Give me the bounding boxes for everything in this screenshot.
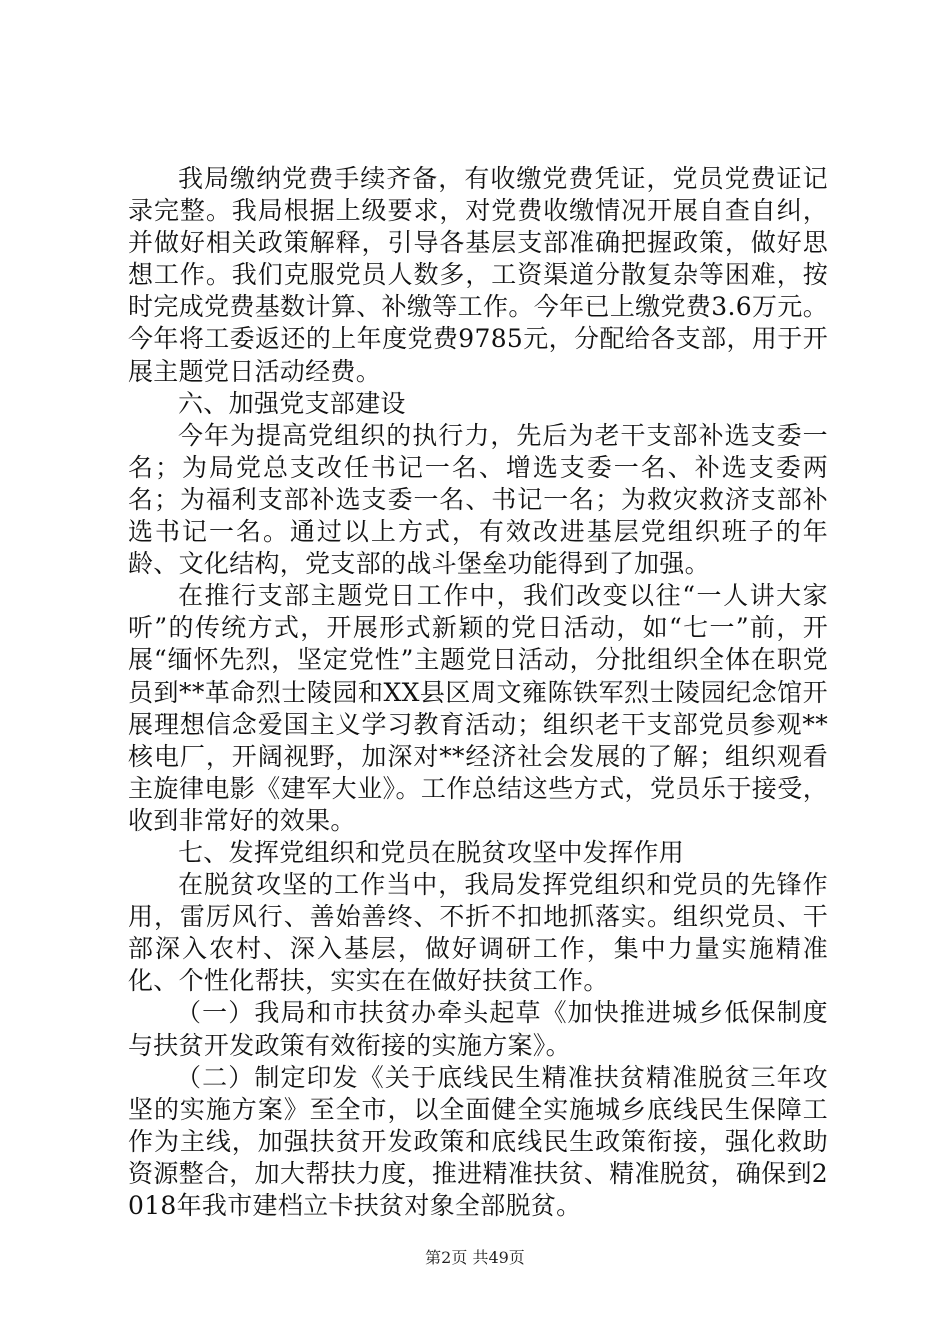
document-body <box>128 163 828 1222</box>
paragraph-theme-party-day: 在推行支部主题党日工作中，我们改变以往“一人讲大家听”的传统方式，开展形式新颖的党日活动，如“七一”前，开展“缅怀先烈，坚定党性”主题党日活动，分批组织全体在职党员到**革命烈士陵园和XX县区周文雍陈铁军烈士陵园纪念馆开展理想信念爱国主义学习教育活动；组织老干支部党员参观**核电厂，开阔视野，加深对**经济社会发展的了解；组织观看主旋律电影《建军大业》。工作总结这些方式，党员乐于接受，收到非常好的效果。 <box>128 581 828 835</box>
paragraph-branch-elections: 今年为提高党组织的执行力，先后为老干支部补选支委一名；为局党总支改任书记一名、增选支委一名、补选支委两名；为福利支部补选支委一名、书记一名；为救灾救济支部补选书记一名。通过以上方式，有效改进基层党组织班子的年龄、文化结构，党支部的战斗堡垒功能得到了加强。 <box>128 420 828 579</box>
sub-item-two: （二）制定印发《关于底线民生精准扶贫精准脱贫三年攻坚的实施方案》至全市，以全面健全实施城乡底线民生保障工作为主线，加强扶贫开发政策和底线民生政策衔接，强化救助资源整合，加大帮扶力度，推进精准扶贫、精准脱贫，确保到2018年我市建档立卡扶贫对象全部脱贫。 <box>128 1062 828 1220</box>
section-heading-six: 六、加强党支部建设 <box>178 388 406 418</box>
sub-item-one: （一）我局和市扶贫办牵头起草《加快推进城乡低保制度与扶贫开发政策有效衔接的实施方案》。 <box>128 998 828 1060</box>
section-heading-seven: 七、发挥党组织和党员在脱贫攻坚中发挥作用 <box>178 837 685 867</box>
page-number-footer: 第2页 共49页 <box>425 1248 525 1267</box>
paragraph-party-dues: 我局缴纳党费手续齐备，有收缴党费凭证，党员党费证记录完整。我局根据上级要求，对党费收缴情况开展自查自纠，并做好相关政策解释，引导各基层支部准确把握政策，做好思想工作。我们克服党员人数多，工资渠道分散复杂等困难，按时完成党费基数计算、补缴等工作。今年已上缴党费3.6万元。今年将工委返还的上年度党费9785元，分配给各支部，用于开展主题党日活动经费。 <box>128 164 828 386</box>
paragraph-poverty-alleviation: 在脱贫攻坚的工作当中，我局发挥党组织和党员的先锋作用，雷厉风行、善始善终、不折不扣地抓落实。组织党员、干部深入农村、深入基层，做好调研工作，集中力量实施精准化、个性化帮扶，实实在在做好扶贫工作。 <box>128 870 828 996</box>
